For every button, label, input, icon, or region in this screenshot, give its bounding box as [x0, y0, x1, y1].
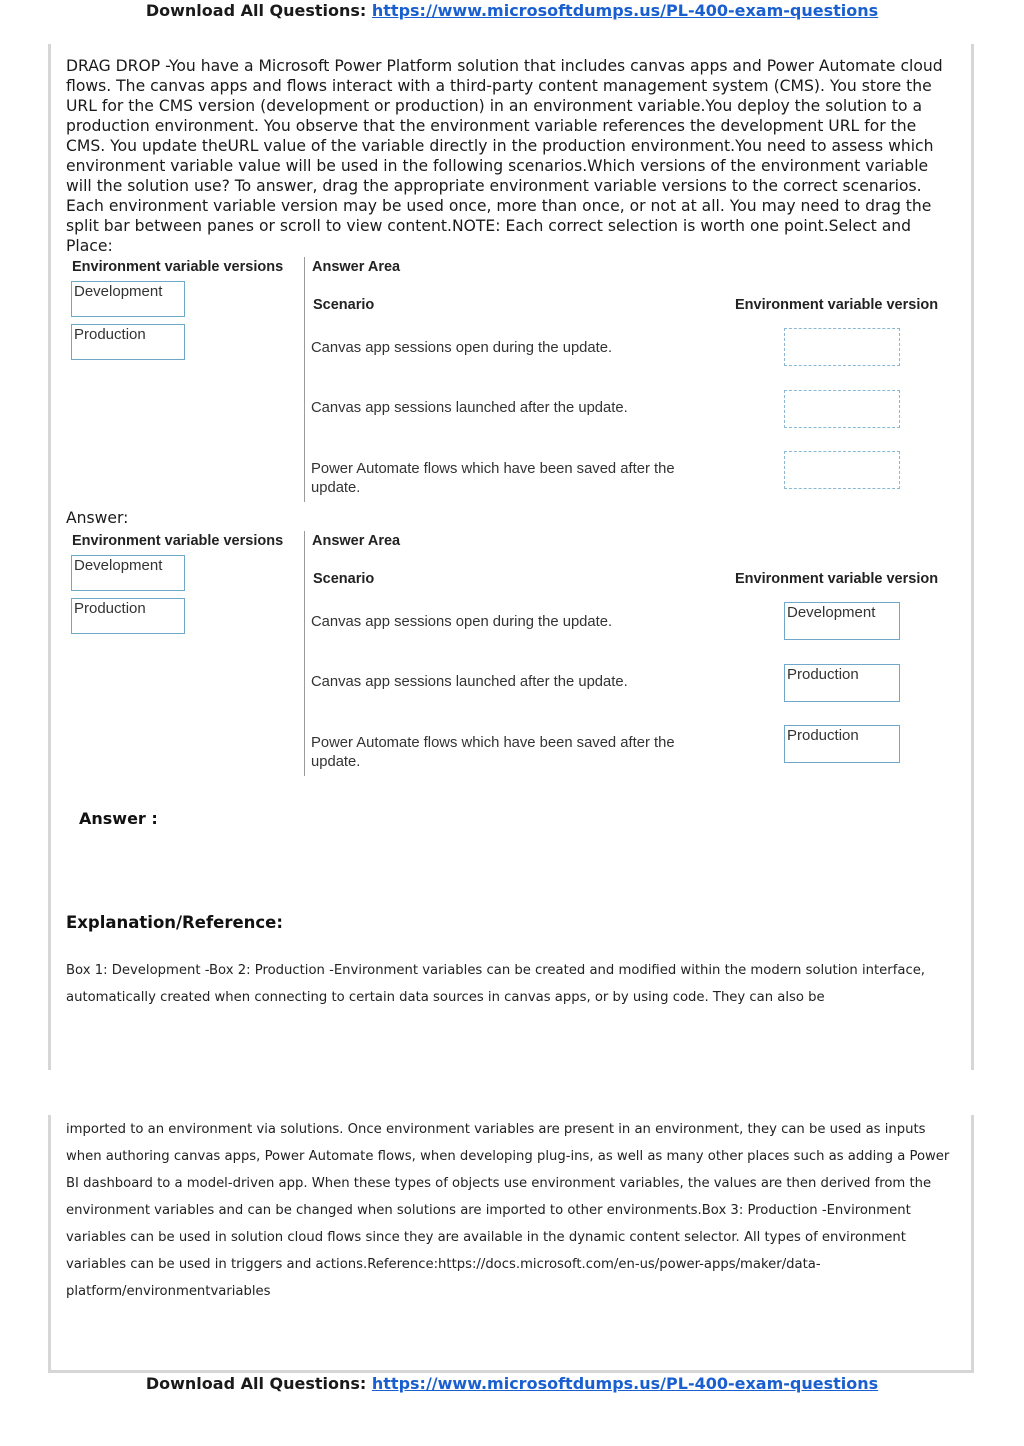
header-download-link[interactable]: https://www.microsoftdumps.us/PL-400-exam-questions [371, 1, 879, 20]
page-footer [0, 1374, 1024, 1393]
scenario-heading: Scenario [313, 571, 375, 587]
drag-drop-answer-figure [66, 531, 966, 776]
drag-drop-question-figure [66, 257, 966, 502]
footer-download-link[interactable]: https://www.microsoftdumps.us/PL-400-exam-questions [371, 1374, 879, 1393]
source-heading: Environment variable versions [72, 259, 284, 275]
scenario-2: Canvas app sessions launched after the update. [311, 400, 628, 416]
scenario-3: Power Automate flows which have been saved after the update. [311, 461, 675, 496]
scenario-3: Power Automate flows which have been saved after the update. [311, 735, 675, 770]
explanation-text-part-2: imported to an environment via solutions. Once environment variables are present in an environment, they can be used as inputs when authoring canvas apps, Power Automate flows, when developing plug-ins, as well as many other places such as adding a Power BI dashboard to a model-driven app. When these types of objects use environment variables, the values are then derived from the environment variables and can be changed when solutions are imported to other environments.Box 3: Production -Environment variables can be used in solution cloud flows since they are available in the dynamic content selector. All types of environment variables can be used in triggers and actions.Reference:https://docs.microsoft.com/en-us/power-apps/maker/data-platform/environmentvariables [66, 1122, 950, 1299]
explanation-title: Explanation/Reference: [66, 913, 283, 932]
source-heading: Environment variable versions [72, 533, 284, 549]
option-production: Production [71, 598, 185, 634]
version-heading: Environment variable version [735, 571, 939, 587]
drop-target-1[interactable] [784, 328, 900, 366]
drop-target-2[interactable] [784, 390, 900, 428]
answer-heading: Answer : [79, 809, 158, 828]
scenario-heading: Scenario [313, 297, 375, 313]
page-header [0, 1, 1024, 20]
split-bar[interactable] [304, 257, 305, 502]
question-text: DRAG DROP -You have a Microsoft Power Platform solution that includes canvas apps and Power Automate cloud flows. The canvas apps and flows interact with a third-party content management system (CMS). You store the URL for the CMS version (development or production) in an environment variable.You deploy the solution to a production environment. You observe that the environment variable references the development URL for the CMS. You update theURL value of the variable directly in the production environment.You need to assess which environment variable value will be used in the following scenarios.Which versions of the environment variable will the solution use? To answer, drag the appropriate environment variable versions to the correct scenarios. Each environment variable version may be used once, more than once, or not at all. You may need to drag the split bar between panes or scroll to view content.NOTE: Each correct selection is worth one point.Select and Place: [66, 57, 943, 255]
header-label: Download All Questions: [145, 1, 367, 20]
explanation-text-part-1: Box 1: Development -Box 2: Production -Environment variables can be created and modified within the modern solution interface, automatically created when connecting to certain data sources in canvas apps, or by using code. They can also be [66, 963, 925, 1005]
answer-slot-2: Production [784, 664, 900, 702]
footer-label: Download All Questions: [145, 1374, 367, 1393]
scenario-1: Canvas app sessions open during the update. [311, 340, 613, 356]
drop-target-3[interactable] [784, 451, 900, 489]
option-production[interactable]: Production [71, 324, 185, 360]
answer-area-heading: Answer Area [312, 533, 401, 549]
answer-label: Answer: [66, 509, 129, 527]
option-development[interactable]: Development [71, 281, 185, 317]
scenario-2: Canvas app sessions launched after the update. [311, 674, 628, 690]
version-heading: Environment variable version [735, 297, 939, 313]
option-development: Development [71, 555, 185, 591]
answer-slot-1: Development [784, 602, 900, 640]
split-bar [304, 531, 305, 776]
answer-area-heading: Answer Area [312, 259, 401, 275]
scenario-1: Canvas app sessions open during the update. [311, 614, 613, 630]
answer-slot-3: Production [784, 725, 900, 763]
